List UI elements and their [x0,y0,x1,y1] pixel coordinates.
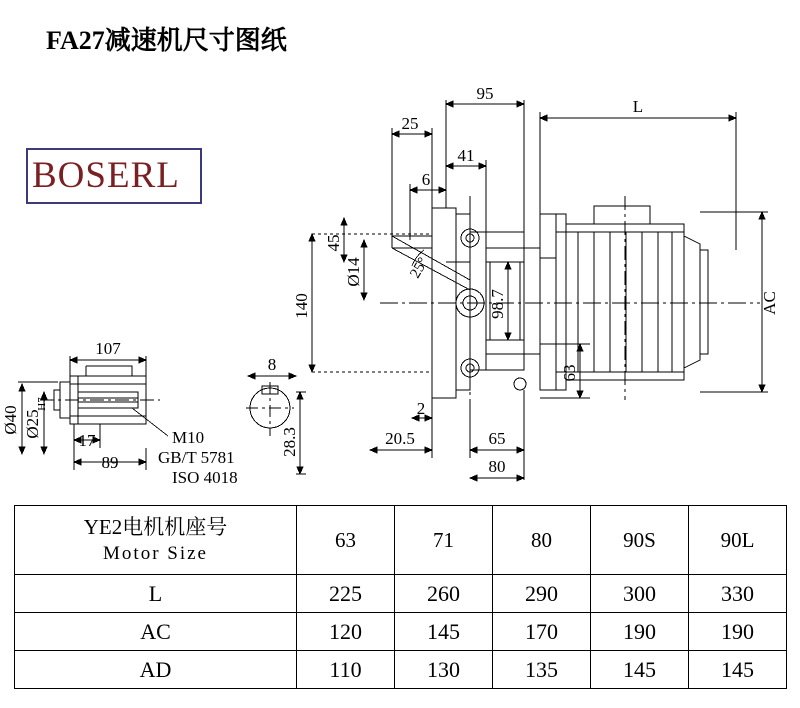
cell-AC-71: 145 [395,613,493,651]
dim-d40: Ø40 [1,405,20,435]
header-size-63: 63 [297,506,395,575]
dim-20-5: 20.5 [385,429,415,448]
dim-80: 80 [488,457,506,476]
cell-L-63: 225 [297,575,395,613]
cell-AD-90l: 145 [689,651,787,689]
cell-L-90l: 330 [689,575,787,613]
spec-table [14,505,787,689]
callout-iso: ISO 4018 [172,468,238,487]
dim-107: 107 [95,339,121,358]
table-row [15,651,787,689]
dim-2: 2 [416,399,426,418]
cell-AD-90s: 145 [591,651,689,689]
logo-text: BOSERL [32,155,180,196]
dim-98-7: 98.7 [488,289,507,319]
cell-AD-63: 110 [297,651,395,689]
cell-AD-80: 135 [493,651,591,689]
header-label-cell [15,506,297,575]
cell-L-71: 260 [395,575,493,613]
cell-L-80: 290 [493,575,591,613]
dim-d14: Ø14 [344,257,363,287]
row-label-L: L [15,575,297,613]
header-size-90s: 90S [591,506,689,575]
dim-8: 8 [267,355,277,374]
page-title: FA27减速机尺寸图纸 [46,26,287,55]
dim-L: L [632,97,644,116]
callout-gbt: GB/T 5781 [158,448,235,467]
header-size-71: 71 [395,506,493,575]
dim-45: 45 [324,234,343,252]
dim-63: 63 [560,364,579,382]
header-label-cn: YE2电机机座号 [83,515,228,539]
row-label-AC: AC [15,613,297,651]
table-header-row [15,506,787,575]
header-size-80: 80 [493,506,591,575]
header-size-90l: 90L [689,506,787,575]
spec-table-wrap [14,505,786,701]
dim-25-deg: 25° [407,254,432,282]
cell-AC-90l: 190 [689,613,787,651]
callout-m10: M10 [172,428,205,447]
cell-L-90s: 300 [591,575,689,613]
dim-41: 41 [457,146,475,165]
dim-25: 25 [401,114,419,133]
dim-65: 65 [488,429,506,448]
header-label-en: Motor Size [103,543,208,565]
row-label-AD: AD [15,651,297,689]
dim-17: 17 [78,431,96,450]
table-row [15,613,787,651]
dim-AC: AC [760,291,779,315]
dim-d25h7: Ø25 [23,409,42,439]
dim-140: 140 [292,293,311,319]
dim-6: 6 [421,170,431,189]
cell-AC-63: 120 [297,613,395,651]
dim-d25h7-sup: H7 [36,397,48,411]
cell-AC-80: 170 [493,613,591,651]
cell-AD-71: 130 [395,651,493,689]
dim-89: 89 [101,453,119,472]
dim-28-3: 28.3 [280,427,299,457]
cell-AC-90s: 190 [591,613,689,651]
table-row [15,575,787,613]
dim-95: 95 [476,84,494,103]
